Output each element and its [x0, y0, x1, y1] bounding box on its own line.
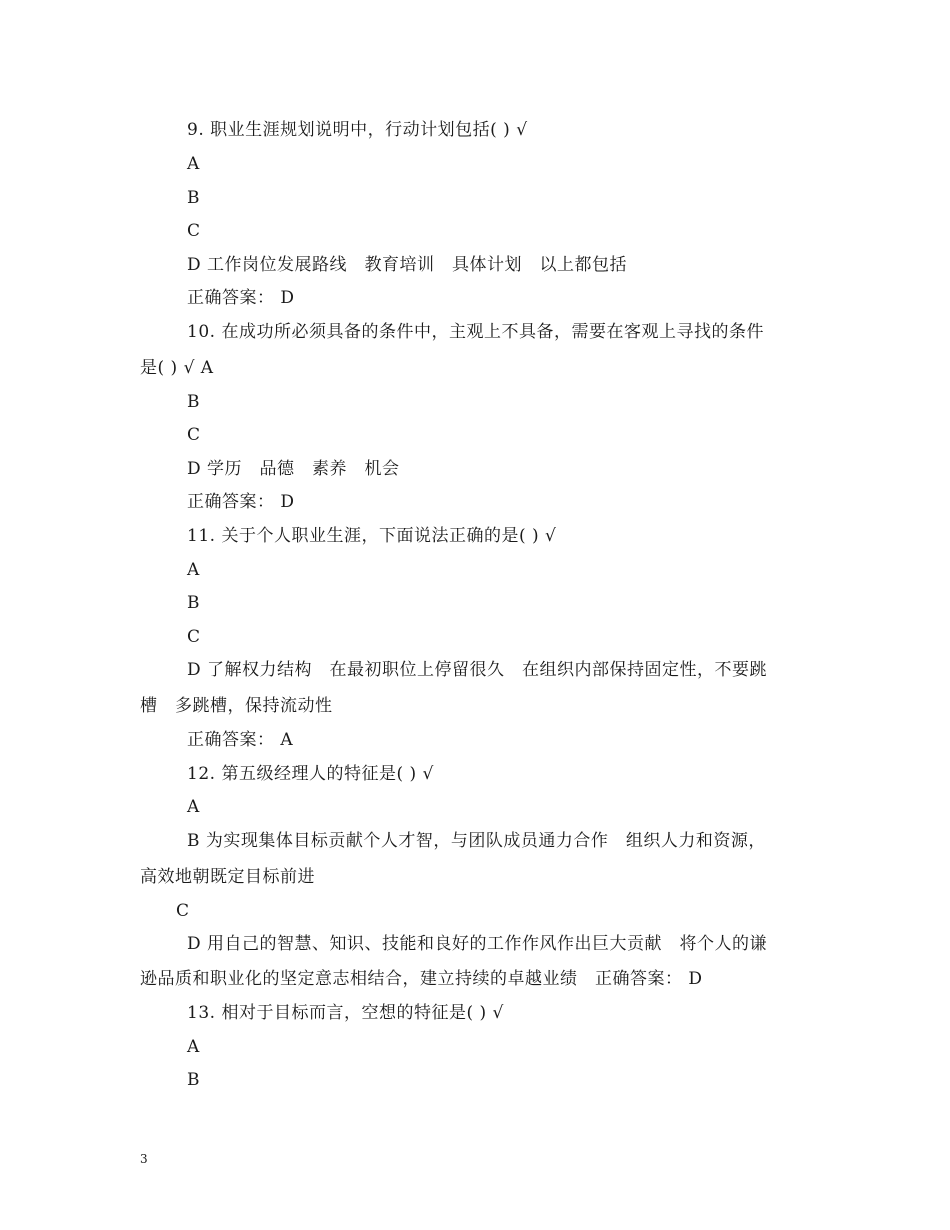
option-b-cont: 高效地朝既定目标前进 — [140, 867, 315, 887]
question-10-cont: 是( ) √ A — [140, 358, 214, 378]
option-c: C — [187, 221, 201, 241]
option-c: C — [176, 901, 190, 921]
question-12: 12. 第五级经理人的特征是( ) √ — [187, 764, 434, 784]
option-b: B — [187, 392, 200, 412]
option-d: D 工作岗位发展路线 教育培训 具体计划 以上都包括 — [187, 255, 628, 275]
option-a: A — [187, 1037, 200, 1057]
question-9: 9. 职业生涯规划说明中，行动计划包括( ) √ — [187, 120, 528, 140]
answer-11: 正确答案： A — [187, 730, 294, 750]
option-c: C — [187, 627, 201, 647]
answer-9: 正确答案： D — [187, 288, 295, 308]
option-b: B — [187, 1070, 200, 1090]
option-a: A — [187, 154, 200, 174]
option-d-cont: 槽 多跳槽，保持流动性 — [140, 696, 333, 716]
option-a: A — [187, 797, 200, 817]
option-b: B — [187, 188, 200, 208]
option-d: D 了解权力结构 在最初职位上停留很久 在组织内部保持固定性，不要跳 — [187, 660, 768, 680]
option-a: A — [187, 560, 200, 580]
question-13: 13. 相对于目标而言，空想的特征是( ) √ — [187, 1003, 504, 1023]
answer-10: 正确答案： D — [187, 492, 295, 512]
option-b: B 为实现集体目标贡献个人才智，与团队成员通力合作 组织人力和资源， — [187, 831, 766, 851]
option-d: D 学历 品德 素养 机会 — [187, 459, 400, 479]
page-number: 3 — [140, 1152, 148, 1166]
option-b: B — [187, 593, 200, 613]
question-11: 11. 关于个人职业生涯，下面说法正确的是( ) √ — [187, 526, 557, 546]
option-c: C — [187, 425, 201, 445]
option-d: D 用自己的智慧、知识、技能和良好的工作作风作出巨大贡献 将个人的谦 — [187, 934, 768, 954]
option-d-cont: 逊品质和职业化的坚定意志相结合，建立持续的卓越业绩 正确答案： D — [140, 969, 703, 989]
question-10: 10. 在成功所必须具备的条件中，主观上不具备，需要在客观上寻找的条件 — [187, 322, 764, 342]
